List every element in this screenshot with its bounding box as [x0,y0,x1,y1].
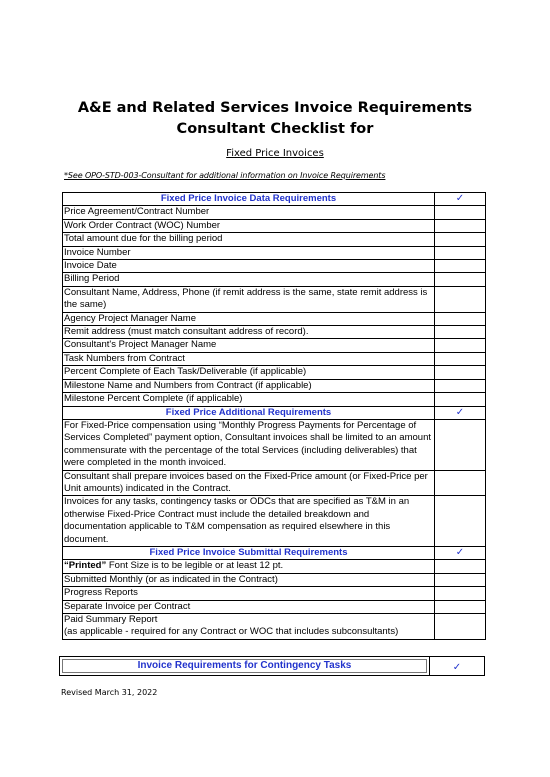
checkmark-icon: ✓ [435,406,486,419]
checklist-table [62,192,486,640]
table-row [63,614,486,640]
checkmark-icon: ✓ [452,662,462,673]
table-row [63,273,486,286]
requirement-text: Billing Period [63,273,435,286]
table-row [63,326,486,339]
checkmark-icon: ✓ [435,193,486,206]
check-cell[interactable] [435,470,486,496]
requirement-text: Invoice Date [63,260,435,273]
requirement-text: “Printed” Font Size is to be legible or at least 12 pt. [63,560,435,573]
table-row [63,496,486,547]
check-cell[interactable] [435,573,486,586]
requirement-text: For Fixed-Price compensation using “Monthly Progress Payments for Percentage of Services Completed” payment option, Consultant invoices shall be limited to an amount commensurate with the percentage of the total Services (including deliverables) that were completed in the month invoiced. [63,419,435,470]
check-cell[interactable] [435,393,486,406]
table-row [63,339,486,352]
check-cell[interactable] [435,496,486,547]
check-cell[interactable] [435,419,486,470]
table-row [63,260,486,273]
table-row [63,246,486,259]
section-header-row [63,406,486,419]
requirement-text: Invoices for any tasks, contingency tasks or ODCs that are specified as T&M in an otherwise Fixed-Price Contract must include the detailed breakdown and documentation applicable to T&M compensation as required elsewhere in this document. [63,496,435,547]
requirement-text: Consultant's Project Manager Name [63,339,435,352]
requirement-text: Submitted Monthly (or as indicated in the Contract) [63,573,435,586]
requirement-text: Milestone Name and Numbers from Contract (if applicable) [63,379,435,392]
check-cell[interactable] [435,339,486,352]
table-row [63,219,486,232]
requirement-text: Invoice Number [63,246,435,259]
table-row [63,600,486,613]
check-cell[interactable] [435,246,486,259]
requirement-text: Separate Invoice per Contract [63,600,435,613]
document-subtitle: Fixed Price Invoices [226,148,324,159]
section-header: Fixed Price Invoice Data Requirements [63,193,435,206]
contingency-table [59,656,485,676]
requirement-text: Paid Summary Report (as applicable - required for any Contract or WOC that includes subconsultants) [63,614,435,640]
table-row [63,352,486,365]
requirement-text: Total amount due for the billing period [63,233,435,246]
requirement-text: Work Order Contract (WOC) Number [63,219,435,232]
check-cell[interactable] [435,233,486,246]
check-cell[interactable] [435,352,486,365]
requirement-text: Consultant Name, Address, Phone (if remit address is the same, state remit address is the same) [63,286,435,312]
requirement-text: Consultant shall prepare invoices based on the Fixed-Price amount (or Fixed-Price per Unit amounts) indicated in the Contract. [63,470,435,496]
checkmark-icon: ✓ [435,546,486,559]
check-cell[interactable] [435,379,486,392]
requirement-text: Remit address (must match consultant address of record). [63,326,435,339]
table-row [63,587,486,600]
table-row [63,366,486,379]
check-cell[interactable] [435,273,486,286]
requirement-text: Price Agreement/Contract Number [63,206,435,219]
check-cell[interactable] [435,600,486,613]
check-cell[interactable] [435,587,486,600]
check-cell[interactable] [435,286,486,312]
requirement-text: Progress Reports [63,587,435,600]
requirement-text: Milestone Percent Complete (if applicable) [63,393,435,406]
document-title: A&E and Related Services Invoice Requirements Consultant Checklist for [77,100,473,137]
check-cell[interactable] [435,260,486,273]
requirement-text: Percent Complete of Each Task/Deliverable (if applicable) [63,366,435,379]
section-header-row [63,546,486,559]
table-row [63,312,486,325]
check-cell[interactable] [435,219,486,232]
table-row [63,393,486,406]
check-cell[interactable] [435,312,486,325]
contingency-header: Invoice Requirements for Contingency Tasks [60,657,430,675]
table-row [63,573,486,586]
check-cell[interactable] [435,614,486,640]
table-row [63,286,486,312]
check-cell[interactable] [435,366,486,379]
requirement-text: Agency Project Manager Name [63,312,435,325]
table-row [63,560,486,573]
requirement-text: Task Numbers from Contract [63,352,435,365]
section-header-row [63,193,486,206]
check-cell[interactable] [435,326,486,339]
table-row [63,419,486,470]
revision-date: Revised March 31, 2022 [61,688,158,697]
reference-note: *See OPO-STD-003-Consultant for additional information on Invoice Requirements [64,171,386,180]
table-row [63,206,486,219]
table-row [63,379,486,392]
table-row [63,470,486,496]
check-cell[interactable] [435,560,486,573]
table-row [63,233,486,246]
section-header: Fixed Price Invoice Submittal Requirements [63,546,435,559]
check-cell[interactable] [435,206,486,219]
section-header: Fixed Price Additional Requirements [63,406,435,419]
